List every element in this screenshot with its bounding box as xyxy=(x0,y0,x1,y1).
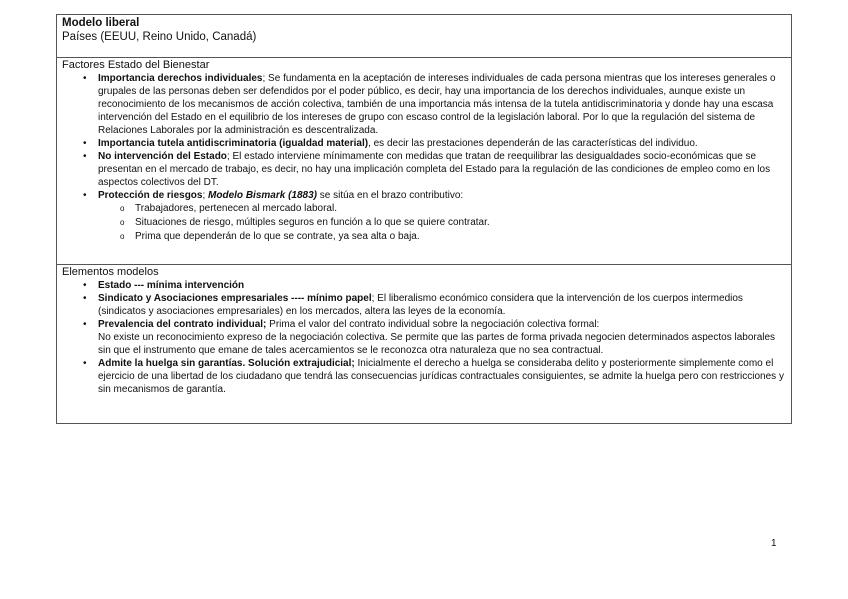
list-item xyxy=(62,137,786,150)
document-table xyxy=(56,14,792,424)
page-number: 1 xyxy=(771,538,777,549)
bullet-icon: • xyxy=(83,358,87,369)
protection-sublist xyxy=(98,202,786,244)
item-text: Inicialmente el derecho a huelga se consideraba delito y posteriormente simplemente como el ejercicio de una libertad de los ciudadano que tendrá las consecuencias jurídicas contractuales consiguientes, se admite la huelga pero con restricciones y sin mecanismos de garantía. xyxy=(98,358,784,395)
list-item xyxy=(62,292,786,318)
item-bold-text: Importancia derechos individuales xyxy=(98,73,263,84)
factors-list xyxy=(62,72,786,244)
item-bold-text: No intervención del Estado xyxy=(98,151,227,162)
sub-list-item xyxy=(98,216,786,230)
contract-paragraph: No existe un reconocimiento expreso de la negociación colectiva. Se permite que las partes de forma privada negocien determinados aspectos laborales sin que el instrumento que emane de tales acercamientos se le reconozca otra naturaleza que no sea contractual. xyxy=(98,332,776,356)
list-item xyxy=(62,279,786,292)
models-list-continued xyxy=(62,357,786,396)
bullet-icon: • xyxy=(83,73,87,84)
item-text: , es decir las prestaciones dependerán de las características del individuo. xyxy=(368,138,698,149)
bullet-icon: • xyxy=(83,280,87,291)
sub-item-text: Prima que dependerán de lo que se contrate, ya sea alta o baja. xyxy=(135,231,420,242)
item-text: se sitúa en el brazo contributivo: xyxy=(316,190,464,201)
bullet-icon: • xyxy=(83,319,87,330)
sub-list-item xyxy=(98,202,786,216)
list-item xyxy=(62,72,786,137)
sub-item-text: Situaciones de riesgo, múltiples seguros en función a lo que se quiere contratar. xyxy=(135,217,490,228)
list-item xyxy=(62,150,786,189)
item-text: ; El liberalismo económico considera que la intervención de los cuerpos intermedios (sindicatos y asociaciones empresariales) en los mercados, altera las leyes de la economía. xyxy=(98,293,743,317)
item-bold-text: Estado --- mínima intervención xyxy=(98,280,245,291)
factors-heading: Factores Estado del Bienestar xyxy=(62,59,210,71)
circle-bullet-icon: o xyxy=(120,218,125,227)
bullet-icon: • xyxy=(83,151,87,162)
model-header-row xyxy=(57,15,791,58)
model-countries: Países (EEUU, Reino Unido, Canadá) xyxy=(62,31,257,43)
bullet-icon: • xyxy=(83,138,87,149)
item-bold-text: Protección de riesgos xyxy=(98,190,203,201)
list-item xyxy=(62,318,786,331)
circle-bullet-icon: o xyxy=(120,204,125,213)
model-title: Modelo liberal xyxy=(62,17,140,29)
bullet-icon: • xyxy=(83,293,87,304)
models-heading: Elementos modelos xyxy=(62,266,159,278)
list-item xyxy=(62,357,786,396)
item-text: ; Se fundamenta en la aceptación de intereses individuales de cada persona mientras que los intereses generales o grupales de las personas deben ser defendidos por el poder público, es decir, hay una importancia de los derechos individuales, aunque existe un reconocimiento de los mecanismos de acción colectiva, también de una importancia más intensa de la tutela antidiscriminatoria y donde hay una escasa intervención del Estado en el equilibrio de los intereses de grupo con escaso control de la legislación laboral. Por lo que la regulación del sistema de Relaciones Laborales por la administración es descentralizada. xyxy=(98,73,776,136)
item-bold-text: Prevalencia del contrato individual; xyxy=(98,319,267,330)
item-separator: ; xyxy=(202,190,209,201)
item-bold-italic-text: Modelo Bismark (1883) xyxy=(208,190,317,201)
item-text: Prima el valor del contrato individual sobre la negociación colectiva formal: xyxy=(266,319,600,330)
sub-list-item xyxy=(98,230,786,244)
item-text: ; El estado interviene mínimamente con medidas que tratan de reequilibrar las desigualdades socio-económicas que se presentan en el mercado de trabajo, es decir, no hay una implicación completa del Estado para la regulación de las condiciones de empleo como en los aspectos colectivos del DT. xyxy=(98,151,771,188)
models-list xyxy=(62,279,786,331)
sub-item-text: Trabajadores, pertenecen al mercado laboral. xyxy=(135,203,337,214)
item-bold-text: Importancia tutela antidiscriminatoria (igualdad material) xyxy=(98,138,369,149)
item-bold-text: Admite la huelga sin garantías. Solución extrajudicial; xyxy=(98,358,355,369)
models-row xyxy=(57,265,791,423)
factors-row xyxy=(57,58,791,265)
item-bold-text: Sindicato y Asociaciones empresariales ---- mínimo papel xyxy=(98,293,372,304)
circle-bullet-icon: o xyxy=(120,232,125,241)
bullet-icon: • xyxy=(83,190,87,201)
list-item xyxy=(62,189,786,244)
